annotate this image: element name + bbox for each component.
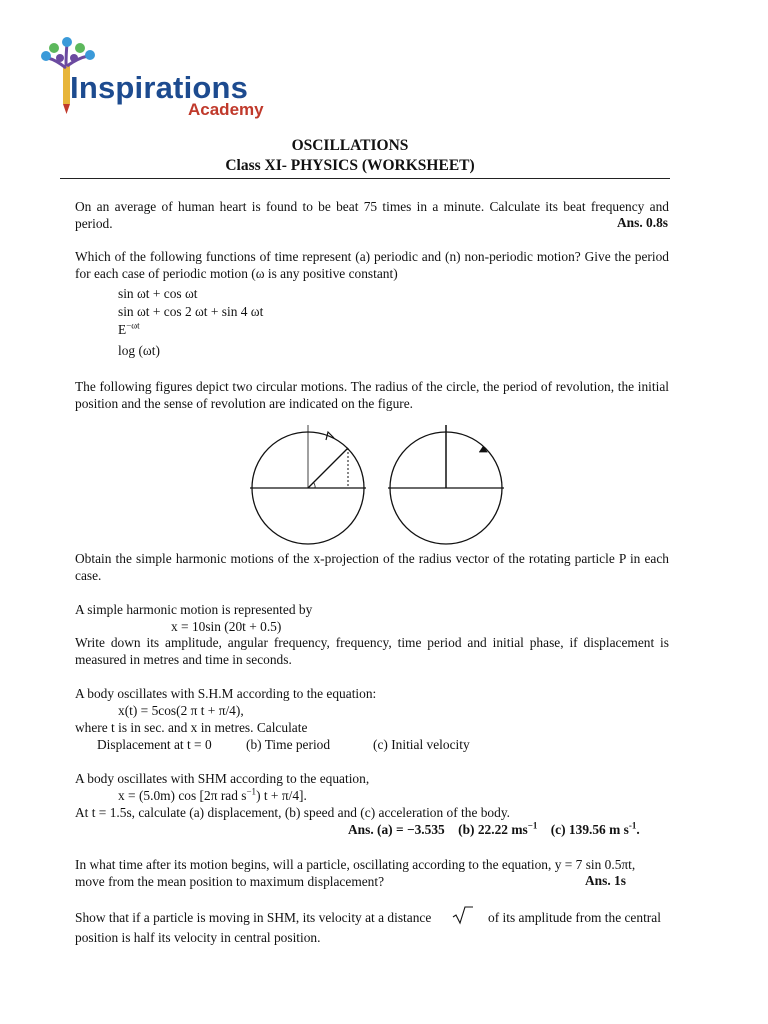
question-5-equation: x(t) = 5cos(2 π t + π/4), [118,703,244,718]
question-5-part-c: (c) Initial velocity [373,737,470,752]
answer-6: Ans. (a) = −3.535 (b) 22.22 $ms^{-1}$ (c) 139.56 m $s^{-1}$. [348,820,640,837]
question-5-intro: A body oscillates with S.H.M according to the equation: [75,686,377,701]
function-2: sin ωt + cos 2 ωt + sin 4 ωt [118,304,264,319]
function-3: $E^{-\omega t}$ [118,320,140,337]
question-6-intro: A body oscillates with SHM according to the equation, [75,771,370,786]
question-6-equation: x = (5.0m) cos [2π rad $s^{-1}$) t + π/4]. [118,786,307,803]
question-5-part-b: (b) Time period [246,737,331,752]
question-5-where: where t is in sec. and x in metres. Calculate [75,720,308,735]
question-8-line-2: position is half its velocity in central position. [75,930,321,945]
function-1: sin ωt + cos ωt [118,286,198,301]
brand-name: Inspirations [70,70,249,105]
square-root-icon [452,905,474,925]
question-4: Write down its amplitude, angular frequency, frequency, time period and initial phase, if displacement is measured in metres and time in seconds. [75,635,669,667]
question-3-followup: Obtain the simple harmonic motions of the x-projection of the radius vector of the rotating particle P in each case. [75,551,669,583]
question-4-equation: x = 10sin (20t + 0.5) [171,619,282,634]
question-8-line-1b: of its amplitude from the central [488,910,661,925]
page-subtitle: Class XI- PHYSICS (WORKSHEET) [225,157,475,174]
question-7-line-1: In what time after its motion begins, will a particle, oscillating according to the equation, y = 7 sin 0.5πt, [75,857,636,872]
circle-figure-2 [388,425,504,544]
circle-figure-1 [250,425,366,544]
page-title: OSCILLATIONS [291,137,409,154]
function-4: log (ωt) [118,343,160,358]
question-7-line-2: move from the mean position to maximum displacement? [75,874,385,889]
question-8-line-1a: Show that if a particle is moving in SHM, its velocity at a distance [75,910,432,925]
question-2: Which of the following functions of time represent (a) periodic and (n) non-periodic motion? Give the period for each case of periodic motion (ω is any positive constant) [75,249,669,281]
question-3: The following figures depict two circular motions. The radius of the circle, the period of revolution, the initial position and the sense of revolution are indicated on the figure. [75,379,669,411]
question-4-intro: A simple harmonic motion is represented by [75,602,313,617]
answer-1: Ans. 0.8s [617,215,668,230]
question-1: On an average of human heart is found to be beat 75 times in a minute. Calculate its beat frequency and period. [75,199,669,231]
answer-7: Ans. 1s [585,873,626,888]
circular-motion-figures [248,420,508,546]
title-divider [60,178,670,179]
question-5-part-a: Displacement at t = 0 [97,737,212,752]
brand-subtitle: Academy [188,100,264,119]
question-6: At t = 1.5s, calculate (a) displacement, (b) speed and (c) acceleration of the body. [75,805,510,820]
